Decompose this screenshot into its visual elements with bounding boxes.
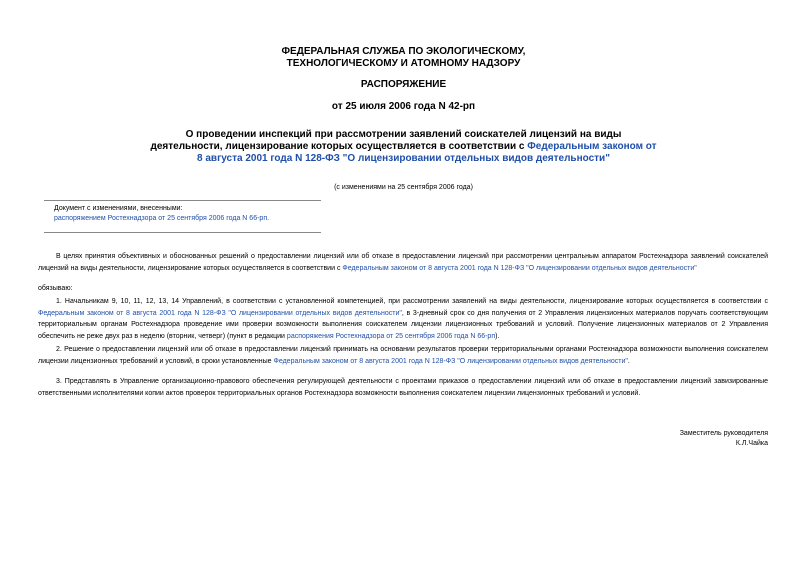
intro-law-link[interactable]: Федеральным законом от 8 августа 2001 года N 128-ФЗ "О лицензировании отдельных видов деятельности" bbox=[342, 264, 697, 272]
signature-block bbox=[680, 429, 768, 449]
item-2-text-a: 2. Решение о предоставлении лицензий или об отказе в предоставлении лицензий принимать на основании результатов проверки территориальными органами Ростехнадзора возможности выполнения соискателем лицензии лицензионных требований и условий, в сроки установленные bbox=[38, 346, 768, 365]
item-1-amend-link[interactable]: распоряжения Ростехнадзора от 25 сентября 2006 года N 66-рп bbox=[286, 332, 496, 340]
doc-title-text: О проведении инспекций при рассмотрении заявлений соискателей лицензий на виды деятельности, лицензирование которых осуществляется в соответствии с bbox=[150, 129, 622, 152]
doc-type: РАСПОРЯЖЕНИЕ bbox=[360, 79, 447, 90]
changes-box-link[interactable]: распоряжением Ростехнадзора от 25 сентября 2006 года N 66-рп. bbox=[54, 215, 270, 222]
signature-position: Заместитель руководителя bbox=[679, 430, 768, 437]
intro-paragraph bbox=[38, 251, 768, 274]
intro-text: В целях принятия объективных и обоснованных решений о предоставлении лицензий или об отказе в предоставлении лицензий при рассмотрении центральным аппаратом Ростехнадзора заявлений соискателей лицензий на виды деятельности, лицензирование которых осуществляется в соответствии с bbox=[38, 253, 768, 272]
obligate-text: обязываю: bbox=[38, 285, 73, 292]
doc-title-law-link[interactable]: Федеральным законом от 8 августа 2001 года N 128-ФЗ "О лицензировании отдельных видов деятельности" bbox=[197, 141, 657, 164]
agency-line-2: ТЕХНОЛОГИЧЕСКОМУ И АТОМНОМУ НАДЗОРУ bbox=[286, 58, 521, 69]
item-1-text-c: ). bbox=[495, 332, 500, 340]
changes-box bbox=[44, 200, 321, 233]
item-3-paragraph: 3. Представлять в Управление организационно-правового обеспечения регулирующей деятельности с проектами приказов о предоставлении лицензий или об отказе в предоставлении лицензий завизированные ответственными исполнителями копии актов проверок территориальных органов Ростехнадзора возможности выполнения соискателем лицензии лицензионных требований и условий. bbox=[38, 378, 768, 397]
agency-name bbox=[0, 46, 807, 70]
item-2-law-link[interactable]: Федеральным законом от 8 августа 2001 года N 128-ФЗ "О лицензировании отдельных видов деятельности" bbox=[273, 357, 628, 365]
item-1-law-link[interactable]: Федеральным законом от 8 августа 2001 года N 128-ФЗ "О лицензировании отдельных видов деятельности" bbox=[38, 309, 402, 317]
signature-name: К.Л.Чайка bbox=[735, 440, 768, 447]
item-1-text-a: 1. Начальникам 9, 10, 11, 12, 13, 14 Управлений, в соответствии с установленной компетенцией, при рассмотрении заявлений на виды деятельности, лицензирование которых осуществляется в соответствии с bbox=[56, 298, 768, 305]
changes-note: (с изменениями на 25 сентября 2006 года) bbox=[334, 184, 473, 191]
item-1-paragraph bbox=[38, 296, 768, 342]
doc-date-number: от 25 июля 2006 года N 42-рп bbox=[331, 101, 476, 112]
doc-title bbox=[150, 129, 657, 165]
agency-line-1: ФЕДЕРАЛЬНАЯ СЛУЖБА ПО ЭКОЛОГИЧЕСКОМУ, bbox=[281, 46, 526, 57]
item-1-text-b: , в 3-дневный срок со дня получения от 2 Управления лицензионных материалов поручать соответствующим территориальным органам Ростехнадзора проведение ими проверки возможности выполнения соискателем лицензии лицензионных требований и условий. Получение лицензионных материалов от 2 Управления обеспечить не реже двух раз в неделю (вторник, четверг) (пункт в редакции bbox=[38, 309, 768, 340]
item-2-text-b: . bbox=[627, 357, 630, 365]
changes-box-label: Документ с изменениями, внесенными: bbox=[54, 205, 183, 212]
item-2-paragraph bbox=[38, 344, 768, 367]
